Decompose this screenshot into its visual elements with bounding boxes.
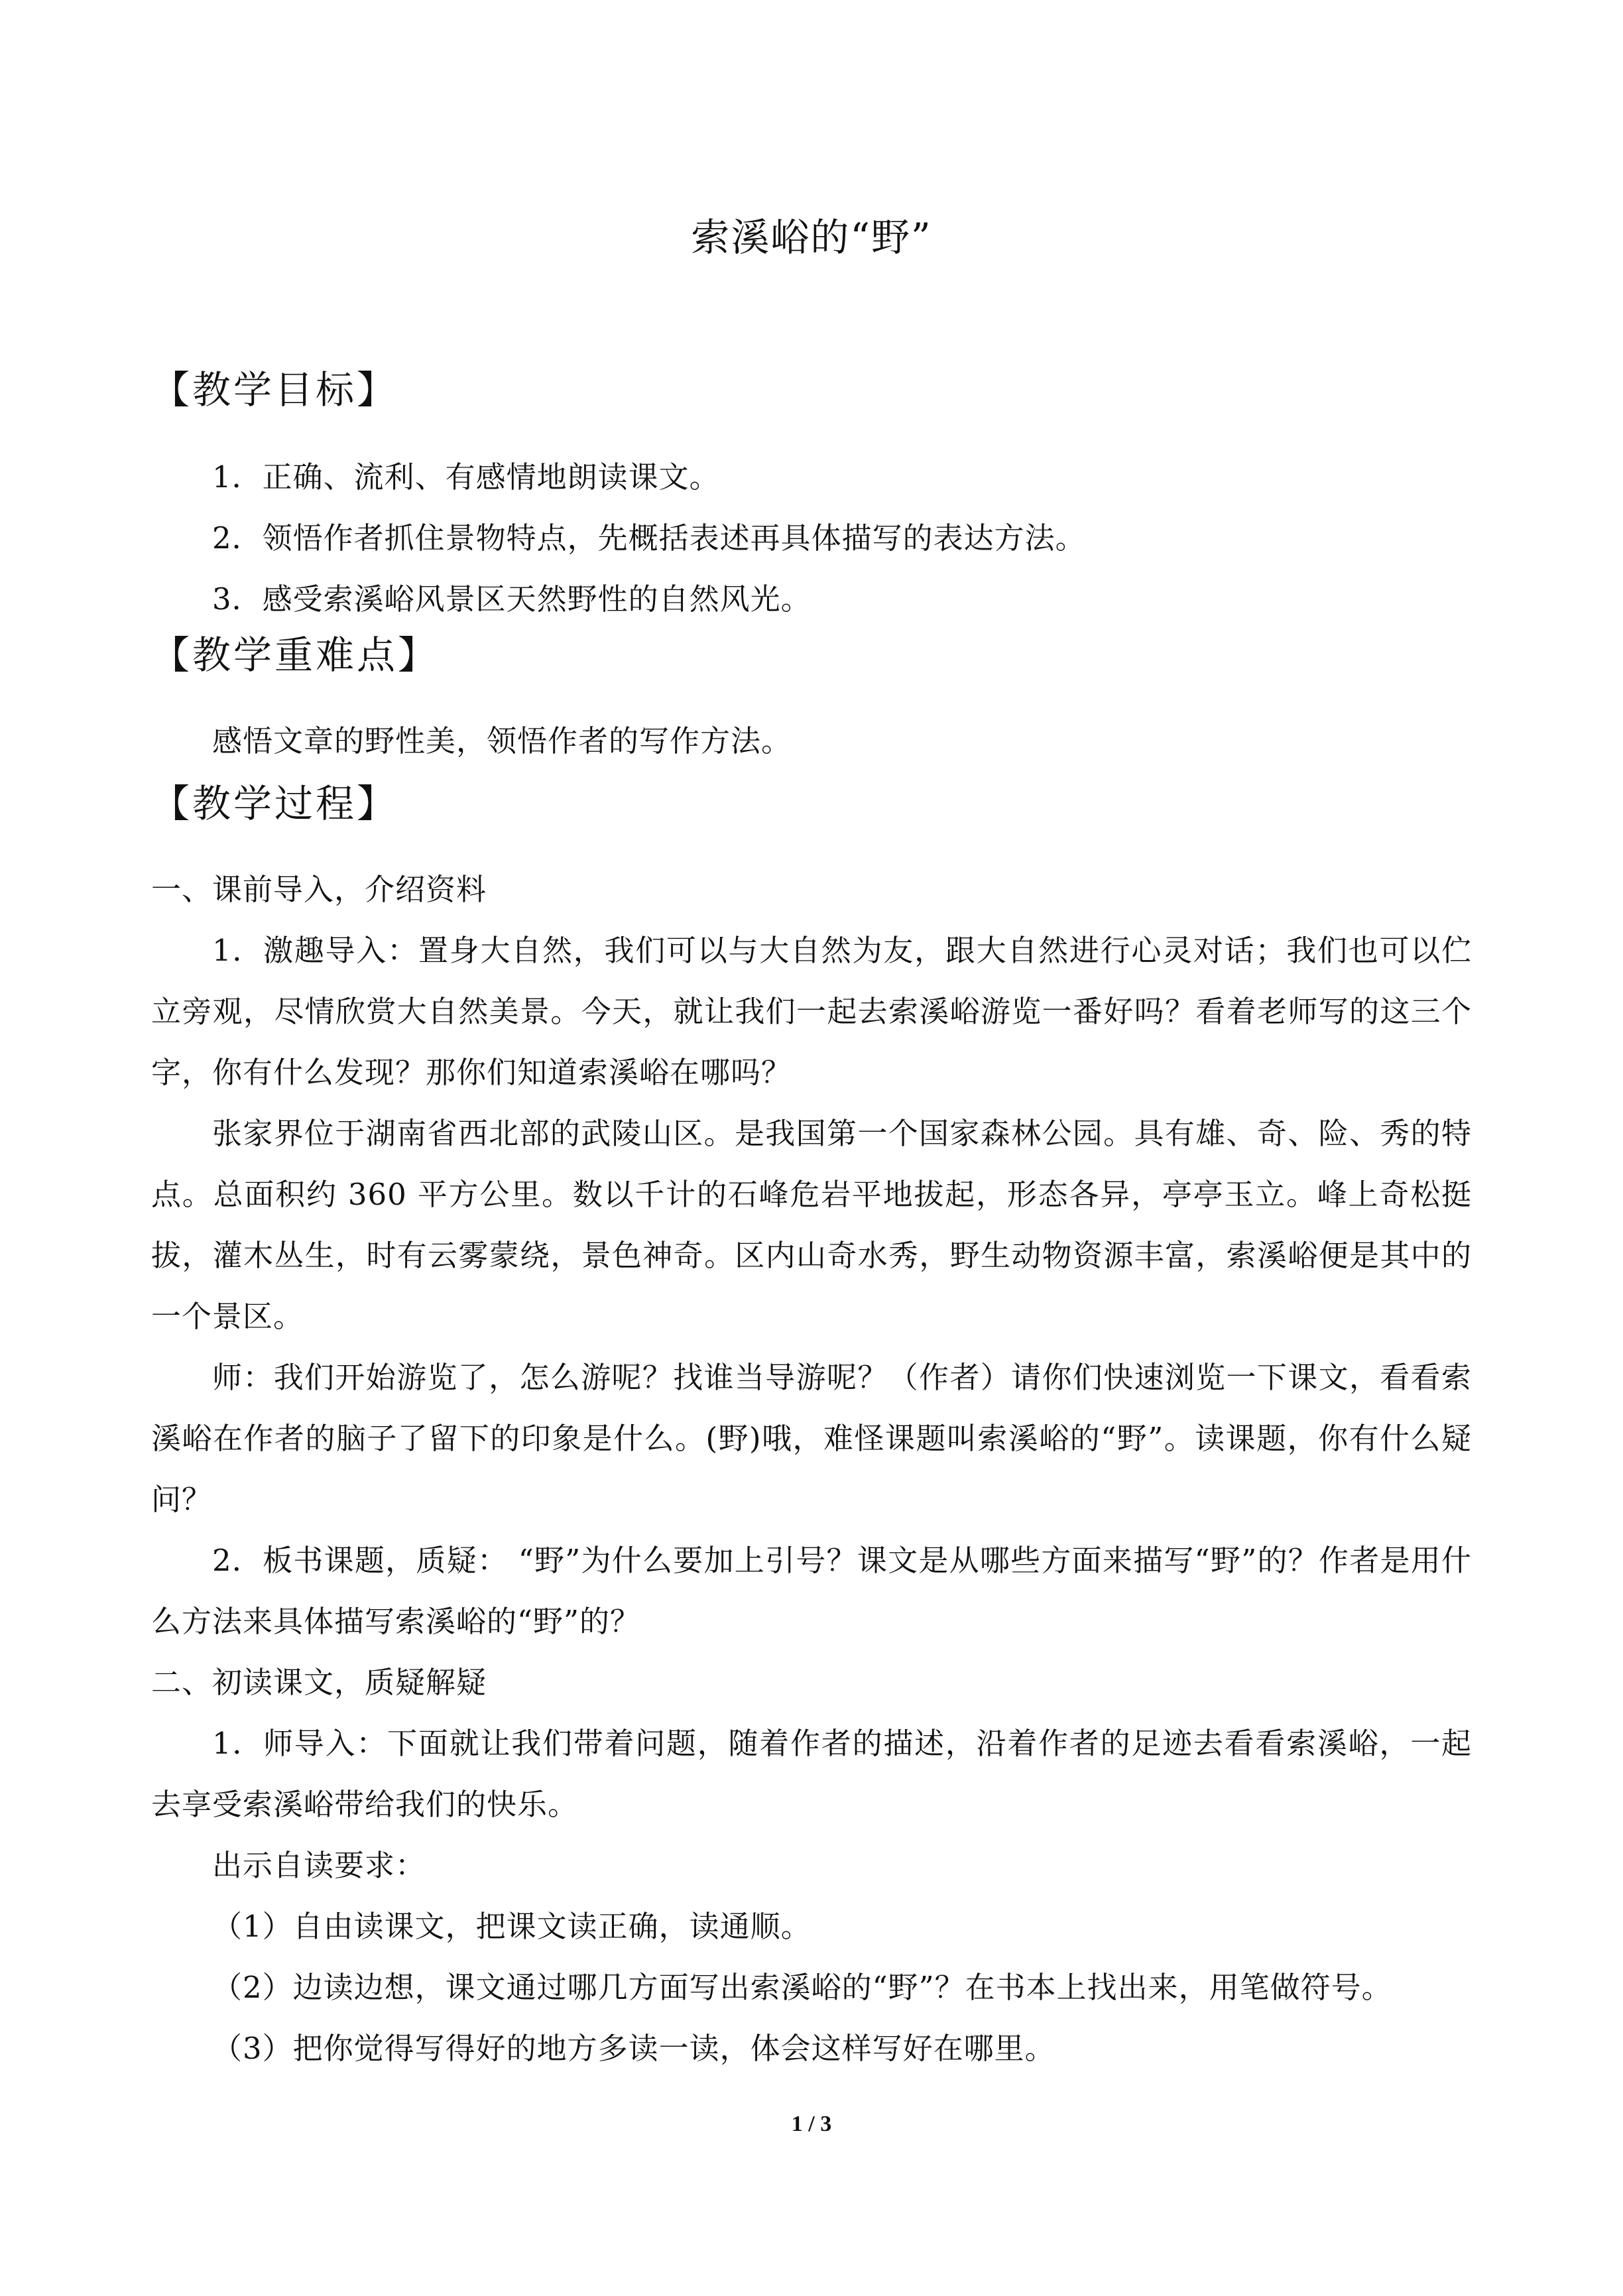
goal-item-1: 1．正确、流利、有感情地朗读课文。 [212, 459, 720, 495]
paragraph-teacher-guide: 1．师导入：下面就让我们带着问题，随着作者的描述，沿着作者的足迹去看看索溪峪，一起去享受索溪峪带给我们的快乐。 [151, 1726, 1472, 1822]
part-2-title: 二、初读课文，质疑解疑 [151, 1665, 487, 1700]
paragraph-board-title: 2．板书课题，质疑： “野”为什么要加上引号？课文是从哪些方面来描写“野”的？作者是用什么方法来具体描写索溪峪的“野”的？ [151, 1543, 1472, 1639]
goal-item-2: 2．领悟作者抓住景物特点，先概括表述再具体描写的表达方法。 [212, 520, 1086, 556]
paragraph-teacher-question: 师：我们开始游览了，怎么游呢？找谁当导游呢？（作者）请你们快速浏览一下课文，看看索溪峪在作者的脑子了留下的印象是什么。(野)哦，难怪课题叫索溪峪的“野”。读课题，你有什么疑问？ [151, 1360, 1472, 1517]
document-title: 索溪峪的“野” [691, 215, 932, 260]
requirement-1: （1）自由读课文，把课文读正确，读通顺。 [212, 1909, 812, 1944]
goal-item-3: 3．感受索溪峪风景区天然野性的自然风光。 [212, 581, 812, 617]
heading-key-points: 【教学重难点】 [151, 633, 440, 678]
heading-teaching-process: 【教学过程】 [151, 781, 398, 826]
requirement-2: （2）边读边想，课文通过哪几方面写出索溪峪的“野”？在书本上找出来，用笔做符号。 [212, 1970, 1392, 2005]
reading-requirements-label: 出示自读要求： [212, 1848, 426, 1883]
requirement-3: （3）把你觉得写得好的地方多读一读，体会这样写好在哪里。 [212, 2031, 1055, 2066]
paragraph-intro: 1．激趣导入：置身大自然，我们可以与大自然为友，跟大自然进行心灵对话；我们也可以伫立旁观，尽情欣赏大自然美景。今天，就让我们一起去索溪峪游览一番好吗？看着老师写的这三个字，你有什么发现？那你们知道索溪峪在哪吗？ [151, 933, 1472, 1090]
part-1-title: 一、课前导入，介绍资料 [151, 872, 487, 907]
page-number: 1 / 3 [791, 2112, 832, 2136]
paragraph-zhangjiajie: 张家界位于湖南省西北部的武陵山区。是我国第一个国家森林公园。具有雄、奇、险、秀的特点。总面积约 360 平方公里。数以千计的石峰危岩平地拔起，形态各异，亭亭玉立。峰上奇松挺拔，灌木丛生，时有云雾蒙绕，景色神奇。区内山奇水秀，野生动物资源丰富，索溪峪便是其中的一个景区。 [151, 1116, 1472, 1334]
heading-teaching-goals: 【教学目标】 [151, 367, 398, 412]
key-points-text: 感悟文章的野性美，领悟作者的写作方法。 [212, 723, 792, 758]
